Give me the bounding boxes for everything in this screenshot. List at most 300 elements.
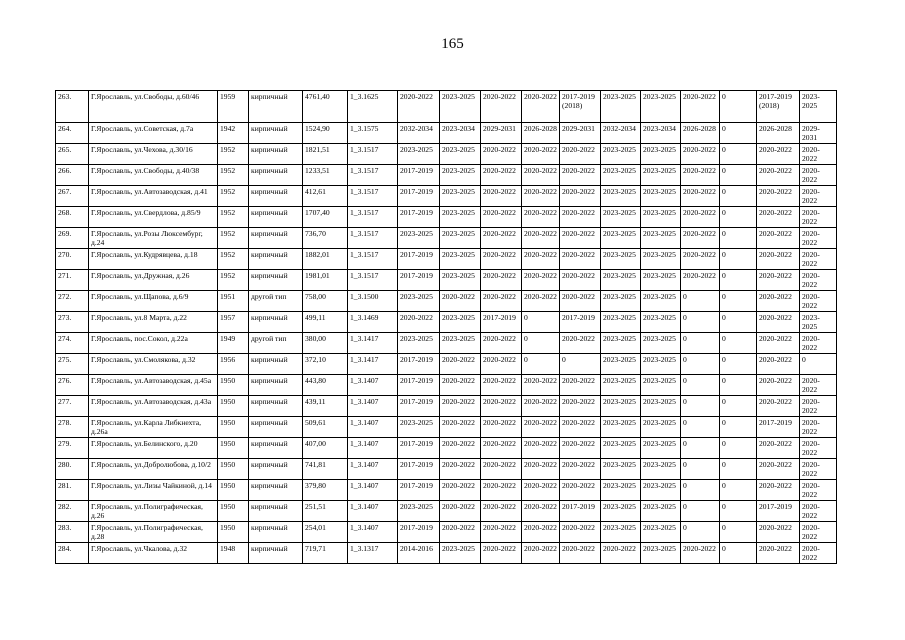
cell-address: Г.Ярославль, ул.Розы Люксембург, д.24 (89, 228, 218, 249)
table-row (56, 501, 837, 522)
cell-row-number: 263. (56, 91, 89, 123)
cell-period-8: 2020-2022 (681, 543, 720, 564)
cell-row-number: 282. (56, 501, 89, 522)
cell-address: Г.Ярославль, ул.Добролюбова, д.10/2 (89, 459, 218, 480)
cell-wall-material: кирпичный (249, 375, 303, 396)
cell-period-3: 2017-2019 (481, 312, 522, 333)
cell-period-6: 2023-2025 (601, 291, 641, 312)
cell-address: Г.Ярославль, ул.Смолякова, д.32 (89, 354, 218, 375)
cell-period-1: 2023-2025 (398, 291, 440, 312)
cell-row-number: 278. (56, 417, 89, 438)
cell-period-7: 2023-2025 (641, 270, 681, 291)
cell-area: 719,71 (303, 543, 348, 564)
cell-period-6: 2023-2025 (601, 165, 641, 186)
cell-period-1: 2023-2025 (398, 333, 440, 354)
cell-address: Г.Ярославль, ул.Полиграфическая, д.26 (89, 501, 218, 522)
cell-period-2: 2023-2025 (440, 333, 481, 354)
cell-period-8: 2020-2022 (681, 165, 720, 186)
cell-wall-material: кирпичный (249, 207, 303, 228)
cell-wall-material: кирпичный (249, 417, 303, 438)
cell-period-7: 2023-2025 (641, 375, 681, 396)
cell-period-7: 2023-2025 (641, 91, 681, 123)
cell-wall-material: кирпичный (249, 501, 303, 522)
table-row (56, 144, 837, 165)
cell-period-7: 2023-2025 (641, 396, 681, 417)
cell-address: Г.Ярославль, ул.Дружная, д.26 (89, 270, 218, 291)
cell-period-11: 2023-2025 (800, 312, 837, 333)
cell-period-5: 2017-2019 (2018) (560, 91, 601, 123)
cell-year-built: 1952 (218, 228, 249, 249)
cell-period-2: 2023-2025 (440, 91, 481, 123)
cell-period-10: 2020-2022 (757, 438, 800, 459)
cell-period-11: 2020-2022 (800, 543, 837, 564)
cell-area: 1821,51 (303, 144, 348, 165)
cell-period-9: 0 (720, 438, 757, 459)
cell-period-4: 0 (522, 354, 560, 375)
cell-period-3: 2020-2022 (481, 144, 522, 165)
cell-code: 1_3.1575 (348, 123, 398, 144)
cell-period-6: 2023-2025 (601, 186, 641, 207)
cell-period-2: 2020-2022 (440, 522, 481, 543)
cell-period-2: 2023-2025 (440, 312, 481, 333)
cell-period-9: 0 (720, 375, 757, 396)
cell-address: Г.Ярославль, ул.Автозаводская, д.41 (89, 186, 218, 207)
cell-period-11: 2023-2025 (800, 91, 837, 123)
cell-period-2: 2020-2022 (440, 396, 481, 417)
cell-area: 1981,01 (303, 270, 348, 291)
cell-period-3: 2020-2022 (481, 501, 522, 522)
cell-code: 1_3.1500 (348, 291, 398, 312)
cell-period-6: 2023-2025 (601, 417, 641, 438)
cell-period-5: 2020-2022 (560, 480, 601, 501)
cell-period-7: 2023-2025 (641, 186, 681, 207)
table-row (56, 123, 837, 144)
cell-period-8: 0 (681, 522, 720, 543)
cell-period-10: 2020-2022 (757, 228, 800, 249)
table-row (56, 186, 837, 207)
cell-period-8: 0 (681, 438, 720, 459)
cell-area: 499,11 (303, 312, 348, 333)
cell-period-2: 2020-2022 (440, 291, 481, 312)
table-body (56, 91, 837, 564)
cell-period-2: 2020-2022 (440, 459, 481, 480)
table-row (56, 480, 837, 501)
cell-address: Г.Ярославль, ул.Автозаводская, д.45а (89, 375, 218, 396)
cell-code: 1_3.1517 (348, 228, 398, 249)
cell-area: 439,11 (303, 396, 348, 417)
cell-wall-material: кирпичный (249, 123, 303, 144)
cell-period-4: 0 (522, 333, 560, 354)
cell-period-5: 2020-2022 (560, 144, 601, 165)
cell-period-8: 0 (681, 396, 720, 417)
cell-period-3: 2020-2022 (481, 228, 522, 249)
cell-period-3: 2020-2022 (481, 480, 522, 501)
cell-period-3: 2020-2022 (481, 249, 522, 270)
cell-period-4: 2020-2022 (522, 417, 560, 438)
cell-period-8: 2020-2022 (681, 249, 720, 270)
cell-row-number: 266. (56, 165, 89, 186)
cell-year-built: 1959 (218, 91, 249, 123)
cell-period-7: 2023-2025 (641, 459, 681, 480)
cell-period-4: 2020-2022 (522, 144, 560, 165)
cell-period-2: 2020-2022 (440, 354, 481, 375)
cell-row-number: 281. (56, 480, 89, 501)
table-row (56, 522, 837, 543)
cell-period-4: 2020-2022 (522, 165, 560, 186)
cell-period-8: 0 (681, 501, 720, 522)
table-row (56, 207, 837, 228)
cell-period-4: 2020-2022 (522, 396, 560, 417)
cell-period-9: 0 (720, 396, 757, 417)
cell-area: 741,81 (303, 459, 348, 480)
cell-period-11: 2020-2022 (800, 291, 837, 312)
cell-period-10: 2020-2022 (757, 144, 800, 165)
cell-period-2: 2023-2025 (440, 270, 481, 291)
cell-code: 1_3.1517 (348, 144, 398, 165)
cell-period-6: 2023-2025 (601, 144, 641, 165)
table-row (56, 396, 837, 417)
cell-row-number: 268. (56, 207, 89, 228)
cell-period-6: 2020-2022 (601, 543, 641, 564)
cell-period-2: 2020-2022 (440, 501, 481, 522)
cell-period-4: 2020-2022 (522, 501, 560, 522)
cell-code: 1_3.1517 (348, 165, 398, 186)
cell-row-number: 265. (56, 144, 89, 165)
cell-period-3: 2020-2022 (481, 354, 522, 375)
cell-period-1: 2017-2019 (398, 375, 440, 396)
cell-wall-material: другой тип (249, 333, 303, 354)
cell-period-8: 0 (681, 291, 720, 312)
cell-address: Г.Ярославль, ул.Чкалова, д.32 (89, 543, 218, 564)
cell-period-5: 2020-2022 (560, 228, 601, 249)
cell-year-built: 1950 (218, 438, 249, 459)
cell-period-4: 2026-2028 (522, 123, 560, 144)
cell-wall-material: кирпичный (249, 165, 303, 186)
table-row (56, 543, 837, 564)
housing-register-table (55, 90, 837, 564)
table-row (56, 375, 837, 396)
cell-period-6: 2023-2025 (601, 396, 641, 417)
cell-period-1: 2023-2025 (398, 144, 440, 165)
cell-wall-material: кирпичный (249, 354, 303, 375)
cell-period-3: 2020-2022 (481, 91, 522, 123)
cell-period-3: 2020-2022 (481, 396, 522, 417)
cell-period-3: 2020-2022 (481, 543, 522, 564)
table-row (56, 165, 837, 186)
cell-wall-material: кирпичный (249, 522, 303, 543)
cell-period-5: 0 (560, 354, 601, 375)
cell-period-4: 2020-2022 (522, 91, 560, 123)
cell-wall-material: кирпичный (249, 396, 303, 417)
cell-period-4: 2020-2022 (522, 270, 560, 291)
cell-period-1: 2017-2019 (398, 165, 440, 186)
cell-period-9: 0 (720, 186, 757, 207)
cell-period-10: 2020-2022 (757, 354, 800, 375)
cell-period-3: 2020-2022 (481, 207, 522, 228)
cell-period-5: 2017-2019 (560, 501, 601, 522)
cell-period-1: 2017-2019 (398, 459, 440, 480)
cell-period-10: 2020-2022 (757, 543, 800, 564)
table-row (56, 459, 837, 480)
cell-area: 407,00 (303, 438, 348, 459)
cell-period-4: 2020-2022 (522, 228, 560, 249)
cell-period-1: 2017-2019 (398, 438, 440, 459)
cell-period-4: 2020-2022 (522, 438, 560, 459)
cell-period-11: 2020-2022 (800, 207, 837, 228)
cell-period-10: 2020-2022 (757, 522, 800, 543)
cell-period-9: 0 (720, 165, 757, 186)
cell-period-11: 2020-2022 (800, 501, 837, 522)
cell-address: Г.Ярославль, ул.Чехова, д.30/16 (89, 144, 218, 165)
cell-year-built: 1948 (218, 543, 249, 564)
cell-period-8: 2020-2022 (681, 207, 720, 228)
cell-period-5: 2020-2022 (560, 291, 601, 312)
cell-period-5: 2020-2022 (560, 270, 601, 291)
page-number: 165 (441, 36, 464, 52)
cell-period-10: 2020-2022 (757, 375, 800, 396)
cell-period-11: 2020-2022 (800, 396, 837, 417)
cell-period-7: 2023-2025 (641, 144, 681, 165)
cell-period-9: 0 (720, 543, 757, 564)
cell-period-2: 2023-2025 (440, 249, 481, 270)
cell-row-number: 284. (56, 543, 89, 564)
cell-period-6: 2032-2034 (601, 123, 641, 144)
cell-period-9: 0 (720, 144, 757, 165)
cell-period-10: 2020-2022 (757, 249, 800, 270)
cell-period-1: 2017-2019 (398, 396, 440, 417)
cell-period-5: 2020-2022 (560, 417, 601, 438)
cell-period-1: 2023-2025 (398, 228, 440, 249)
cell-period-9: 0 (720, 228, 757, 249)
cell-period-8: 2026-2028 (681, 123, 720, 144)
table-row (56, 333, 837, 354)
cell-period-5: 2029-2031 (560, 123, 601, 144)
cell-year-built: 1950 (218, 417, 249, 438)
cell-period-6: 2023-2025 (601, 207, 641, 228)
cell-year-built: 1950 (218, 480, 249, 501)
cell-period-9: 0 (720, 123, 757, 144)
cell-period-5: 2020-2022 (560, 333, 601, 354)
cell-period-2: 2023-2025 (440, 165, 481, 186)
cell-area: 372,10 (303, 354, 348, 375)
cell-period-4: 2020-2022 (522, 249, 560, 270)
cell-period-7: 2023-2025 (641, 354, 681, 375)
cell-period-5: 2020-2022 (560, 165, 601, 186)
cell-period-9: 0 (720, 270, 757, 291)
cell-period-6: 2023-2025 (601, 354, 641, 375)
cell-period-7: 2023-2025 (641, 480, 681, 501)
cell-address: Г.Ярославль, пос.Сокол, д.22а (89, 333, 218, 354)
cell-area: 1524,90 (303, 123, 348, 144)
cell-wall-material: кирпичный (249, 186, 303, 207)
cell-period-1: 2017-2019 (398, 249, 440, 270)
cell-period-7: 2023-2025 (641, 291, 681, 312)
cell-period-11: 0 (800, 354, 837, 375)
cell-address: Г.Ярославль, ул.Кудрявцева, д.18 (89, 249, 218, 270)
cell-period-11: 2020-2022 (800, 438, 837, 459)
cell-row-number: 279. (56, 438, 89, 459)
cell-period-2: 2023-2025 (440, 543, 481, 564)
cell-code: 1_3.1469 (348, 312, 398, 333)
cell-period-5: 2020-2022 (560, 459, 601, 480)
cell-period-11: 2020-2022 (800, 228, 837, 249)
cell-code: 1_3.1517 (348, 186, 398, 207)
cell-period-3: 2020-2022 (481, 438, 522, 459)
cell-address: Г.Ярославль, ул.Щапова, д.6/9 (89, 291, 218, 312)
cell-code: 1_3.1517 (348, 249, 398, 270)
cell-period-5: 2017-2019 (560, 312, 601, 333)
cell-period-4: 2020-2022 (522, 291, 560, 312)
cell-code: 1_3.1407 (348, 417, 398, 438)
cell-period-7: 2023-2025 (641, 543, 681, 564)
cell-period-2: 2020-2022 (440, 375, 481, 396)
cell-period-11: 2020-2022 (800, 480, 837, 501)
cell-year-built: 1952 (218, 186, 249, 207)
cell-period-7: 2023-2025 (641, 522, 681, 543)
cell-period-8: 2020-2022 (681, 228, 720, 249)
cell-year-built: 1952 (218, 207, 249, 228)
table-row (56, 91, 837, 123)
cell-wall-material: кирпичный (249, 480, 303, 501)
cell-address: Г.Ярославль, ул.Белинского, д.20 (89, 438, 218, 459)
cell-period-1: 2032-2034 (398, 123, 440, 144)
cell-period-3: 2020-2022 (481, 522, 522, 543)
cell-year-built: 1950 (218, 522, 249, 543)
cell-period-3: 2020-2022 (481, 333, 522, 354)
cell-row-number: 274. (56, 333, 89, 354)
cell-period-8: 0 (681, 417, 720, 438)
cell-area: 251,51 (303, 501, 348, 522)
cell-period-7: 2023-2025 (641, 438, 681, 459)
cell-period-9: 0 (720, 480, 757, 501)
cell-period-10: 2020-2022 (757, 207, 800, 228)
cell-year-built: 1956 (218, 354, 249, 375)
cell-period-3: 2020-2022 (481, 165, 522, 186)
cell-year-built: 1952 (218, 249, 249, 270)
cell-period-8: 0 (681, 354, 720, 375)
cell-period-2: 2020-2022 (440, 417, 481, 438)
cell-row-number: 270. (56, 249, 89, 270)
cell-period-9: 0 (720, 333, 757, 354)
cell-code: 1_3.1407 (348, 522, 398, 543)
cell-period-11: 2020-2022 (800, 417, 837, 438)
cell-period-11: 2020-2022 (800, 144, 837, 165)
cell-period-3: 2020-2022 (481, 270, 522, 291)
cell-area: 509,61 (303, 417, 348, 438)
cell-period-8: 2020-2022 (681, 186, 720, 207)
cell-code: 1_3.1407 (348, 459, 398, 480)
cell-address: Г.Ярославль, ул.Карла Либкнехта, д.26а (89, 417, 218, 438)
cell-period-3: 2020-2022 (481, 375, 522, 396)
cell-year-built: 1952 (218, 270, 249, 291)
cell-wall-material: кирпичный (249, 270, 303, 291)
cell-period-2: 2023-2034 (440, 123, 481, 144)
cell-period-9: 0 (720, 354, 757, 375)
cell-period-11: 2020-2022 (800, 459, 837, 480)
cell-wall-material: кирпичный (249, 228, 303, 249)
cell-period-9: 0 (720, 249, 757, 270)
cell-wall-material: кирпичный (249, 543, 303, 564)
cell-year-built: 1942 (218, 123, 249, 144)
cell-period-6: 2023-2025 (601, 438, 641, 459)
cell-period-10: 2020-2022 (757, 396, 800, 417)
cell-period-3: 2020-2022 (481, 291, 522, 312)
cell-wall-material: кирпичный (249, 312, 303, 333)
cell-wall-material: другой тип (249, 291, 303, 312)
cell-period-11: 2020-2022 (800, 249, 837, 270)
cell-period-1: 2017-2019 (398, 522, 440, 543)
cell-period-4: 2020-2022 (522, 480, 560, 501)
cell-period-6: 2023-2025 (601, 91, 641, 123)
cell-period-5: 2020-2022 (560, 396, 601, 417)
cell-period-10: 2020-2022 (757, 270, 800, 291)
cell-code: 1_3.1407 (348, 501, 398, 522)
cell-period-10: 2020-2022 (757, 333, 800, 354)
cell-period-9: 0 (720, 291, 757, 312)
cell-period-8: 0 (681, 459, 720, 480)
cell-period-2: 2023-2025 (440, 186, 481, 207)
cell-code: 1_3.1517 (348, 207, 398, 228)
cell-period-9: 0 (720, 417, 757, 438)
cell-address: Г.Ярославль, ул.Автозаводская, д.43а (89, 396, 218, 417)
cell-period-2: 2023-2025 (440, 228, 481, 249)
cell-period-10: 2017-2019 (757, 417, 800, 438)
cell-code: 1_3.1407 (348, 396, 398, 417)
cell-code: 1_3.1407 (348, 480, 398, 501)
cell-period-8: 0 (681, 333, 720, 354)
table-row (56, 438, 837, 459)
cell-period-9: 0 (720, 312, 757, 333)
cell-area: 254,01 (303, 522, 348, 543)
cell-year-built: 1949 (218, 333, 249, 354)
cell-period-6: 2023-2025 (601, 312, 641, 333)
cell-period-2: 2020-2022 (440, 438, 481, 459)
cell-period-4: 2020-2022 (522, 207, 560, 228)
cell-period-7: 2023-2025 (641, 333, 681, 354)
cell-area: 1707,40 (303, 207, 348, 228)
cell-area: 380,00 (303, 333, 348, 354)
cell-period-4: 2020-2022 (522, 543, 560, 564)
cell-period-1: 2020-2022 (398, 91, 440, 123)
cell-period-11: 2020-2022 (800, 165, 837, 186)
cell-period-9: 0 (720, 459, 757, 480)
cell-period-1: 2014-2016 (398, 543, 440, 564)
cell-period-10: 2017-2019 (757, 501, 800, 522)
cell-period-7: 2023-2025 (641, 417, 681, 438)
cell-address: Г.Ярославль, ул.Советская, д.7а (89, 123, 218, 144)
cell-code: 1_3.1517 (348, 270, 398, 291)
cell-period-3: 2020-2022 (481, 186, 522, 207)
cell-address: Г.Ярославль, ул.Полиграфическая, д.28 (89, 522, 218, 543)
cell-period-6: 2023-2025 (601, 249, 641, 270)
table-row (56, 291, 837, 312)
cell-year-built: 1950 (218, 501, 249, 522)
table-row (56, 228, 837, 249)
cell-period-2: 2023-2025 (440, 207, 481, 228)
cell-wall-material: кирпичный (249, 438, 303, 459)
cell-row-number: 273. (56, 312, 89, 333)
cell-period-10: 2020-2022 (757, 186, 800, 207)
cell-period-3: 2029-2031 (481, 123, 522, 144)
cell-period-8: 2020-2022 (681, 270, 720, 291)
cell-period-6: 2023-2025 (601, 459, 641, 480)
cell-period-8: 0 (681, 375, 720, 396)
cell-period-4: 2020-2022 (522, 459, 560, 480)
cell-period-6: 2023-2025 (601, 480, 641, 501)
cell-period-5: 2020-2022 (560, 207, 601, 228)
cell-period-5: 2020-2022 (560, 543, 601, 564)
cell-period-7: 2023-2025 (641, 312, 681, 333)
